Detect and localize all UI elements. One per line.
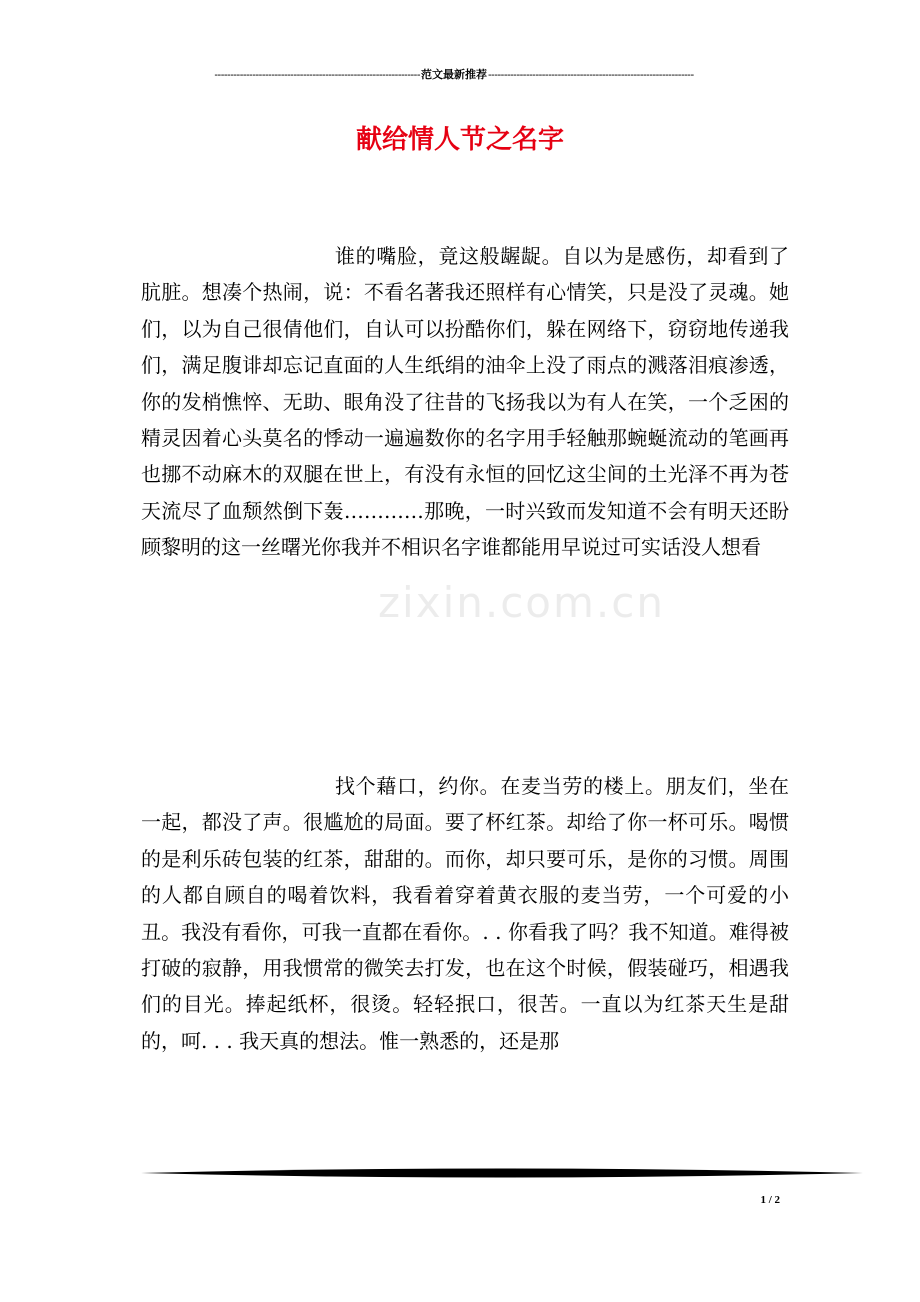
watermark-logo <box>378 578 665 627</box>
watermark-text: zixin.com.cn <box>378 578 665 627</box>
body-paragraph: 谁的嘴脸，竟这般龌龊。自以为是感伤，却看到了肮脏。想凑个热闹，说：不看名著我还照样有心情笑，只是没了灵魂。她们，以为自己很倩他们，自认可以扮酷你们，躲在网络下，窃窃地传递我们，满足腹诽却忘记直面的人生纸绢的油伞上没了雨点的溅落泪痕渗透，你的发梢憔悴、无助、眼角没了往昔的飞扬我以为有人在笑，一个乏困的精灵因着心头莫名的悸动一遍遍数你的名字用手轻触那蜿蜒流动的笔画再也挪不动麻木的双腿在世上，有没有永恒的回忆这尘间的土光泽不再为苍天流尽了血颓然倒下轰…………那晚，一时兴致而发知道不会有明天还盼顾黎明的这一丝曙光你我并不相识名字谁都能用早说过可实话没人想看 <box>141 244 789 560</box>
header-dashes-right: ----------------------------------------------------------------- <box>488 69 694 81</box>
footer-rule <box>141 1166 863 1180</box>
header-dashes-left: ----------------------------------------------------------------- <box>214 69 420 81</box>
page-number: 1 / 2 <box>760 1194 780 1206</box>
page-header <box>141 68 767 82</box>
body-paragraph: 找个藉口，约你。在麦当劳的楼上。朋友们，坐在一起，都没了声。很尴尬的局面。要了杯红茶。却给了你一杯可乐。喝惯的是利乐砖包装的红茶，甜甜的。而你，却只要可乐，是你的习惯。周围的人都自顾自的喝着饮料，我看着穿着黄衣服的麦当劳，一个可爱的小丑。我没有看你，可我一直都在看你。. . 你看我了吗？我不知道。难得被打破的寂静，用我惯常的微笑去打发，也在这个时候，假装碰巧，相遇我们的目光。捧起纸杯，很烫。轻轻抿口，很苦。一直以为红茶天生是甜的，呵. . . 我天真的想法。惟一熟悉的，还是那 <box>141 774 789 1053</box>
header-label: 范文最新推荐 <box>421 69 487 81</box>
document-title: 献给情人节之名字 <box>355 125 564 155</box>
